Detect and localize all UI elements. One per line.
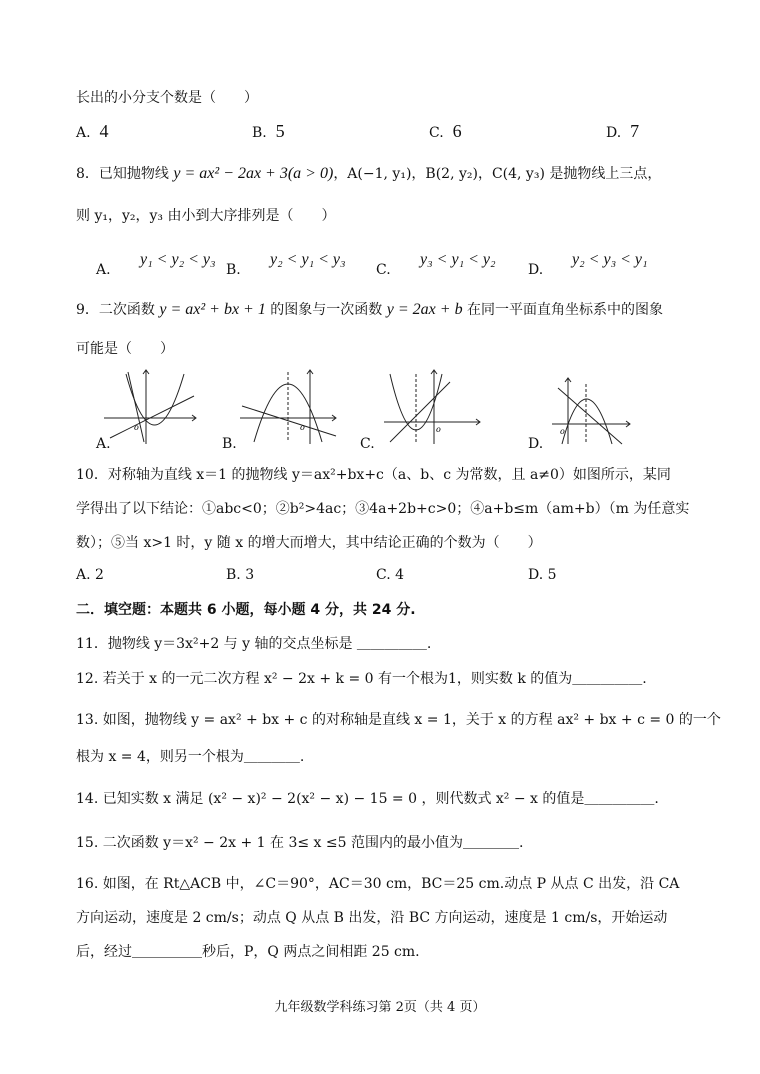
q9-option-a: A. <box>96 436 111 452</box>
q7-option-b: B. 5 <box>252 121 285 141</box>
origin-label: o <box>300 423 305 432</box>
q7-option-c: C. 6 <box>429 121 462 141</box>
q10-line2: 学得出了以下结论：①abc<0；②b²>4ac；③4a+2b+c>0；④a+b≤m（am+b）（m 为任意实 <box>76 501 690 517</box>
q10-option-a: A. 2 <box>76 567 104 583</box>
q10-line1: 10．对称轴为直线 x＝1 的抛物线 y＝ax²+bx+c（a、b、c 为常数，且 a≠0）如图所示，某同 <box>76 467 671 483</box>
q9-graph-b <box>236 366 346 446</box>
origin-label: o <box>134 423 139 432</box>
q16-line2: 方向运动，速度是 2 cm/s；动点 Q 从点 B 出发，沿 BC 方向运动，速度是 1 cm/s，开始运动 <box>76 910 668 926</box>
q8-option-a-label: A. <box>96 262 111 278</box>
origin-label: o <box>436 425 441 434</box>
q11: 11．抛物线 y＝3x²+2 与 y 轴的交点坐标是 ＿＿＿＿＿. <box>76 636 432 652</box>
q14: 14. 已知实数 x 满足 (x² − x)² − 2(x² − x) − 15 = 0 ，则代数式 x² − x 的值是＿＿＿＿＿. <box>76 791 659 807</box>
section-heading: 二．填空题：本题共 6 小题，每小题 4 分，共 24 分. <box>76 602 416 618</box>
q10-option-b: B. 3 <box>226 567 255 583</box>
q13-line2: 根为 x = 4，则另一个根为＿＿＿＿. <box>76 749 305 765</box>
q9-option-b: B. <box>222 436 237 452</box>
q16-line3: 后，经过＿＿＿＿＿秒后，P，Q 两点之间相距 25 cm. <box>76 944 420 960</box>
q13-line1: 13. 如图，抛物线 y = ax² + bx + c 的对称轴是直线 x = 1，关于 x 的方程 ax² + bx + c = 0 的一个 <box>76 712 721 728</box>
q9-option-c: C. <box>360 436 375 452</box>
q9-graph-d <box>548 374 638 446</box>
q8-line2: 则 y₁，y₂，y₃ 由小到大序排列是（ ） <box>76 208 336 224</box>
origin-label: o <box>560 427 565 436</box>
q8-option-c: y₃ < y₁ < y₂ <box>420 251 496 268</box>
q7-option-d: D. 7 <box>606 121 640 141</box>
q8-option-b: y₂ < y₁ < y₃ <box>270 251 346 268</box>
q15: 15. 二次函数 y＝x² − 2x + 1 在 3≤ x ≤5 范围内的最小值为＿＿＿＿. <box>76 835 524 851</box>
q8-option-a: y₁ < y₂ < y₃ <box>140 251 216 268</box>
q7-option-a: A. 4 <box>76 121 109 141</box>
q9-line2: 可能是（ ） <box>76 341 174 357</box>
q8-option-d: y₂ < y₃ < y₁ <box>572 251 648 268</box>
q8-option-d-label: D. <box>528 262 544 278</box>
q8-option-c-label: C. <box>376 262 391 278</box>
q12: 12. 若关于 x 的一元二次方程 x² − 2x + k = 0 有一个根为1，则实数 k 的值为＿＿＿＿＿. <box>76 671 647 687</box>
q10-option-c: C. 4 <box>376 567 405 583</box>
q9-graph-a <box>96 366 206 446</box>
q8-line1: 8．已知抛物线 y = ax² − 2ax + 3(a > 0)，A(−1, y₁)，B(2, y₂)，C(4, y₃) 是抛物线上三点， <box>76 165 662 182</box>
q7-tail: 长出的小分支个数是（ ） <box>76 90 258 106</box>
q9-option-d: D. <box>528 436 544 452</box>
q10-line3: 数）；⑤当 x>1 时，y 随 x 的增大而增大，其中结论正确的个数为（ ） <box>76 535 542 551</box>
q16-line1: 16. 如图，在 Rt△ACB 中，∠C＝90°，AC＝30 cm，BC＝25 cm.动点 P 从点 C 出发，沿 CA <box>76 876 680 892</box>
q10-option-d: D. 5 <box>528 567 557 583</box>
q9-graph-c <box>380 366 490 446</box>
q9-line1: 9．二次函数 y = ax² + bx + 1 的图象与一次函数 y = 2ax + b 在同一平面直角坐标系中的图象 <box>76 301 664 318</box>
page-footer: 九年级数学科练习第 2页（共 4 页） <box>274 1000 486 1015</box>
q8-option-b-label: B. <box>226 262 241 278</box>
